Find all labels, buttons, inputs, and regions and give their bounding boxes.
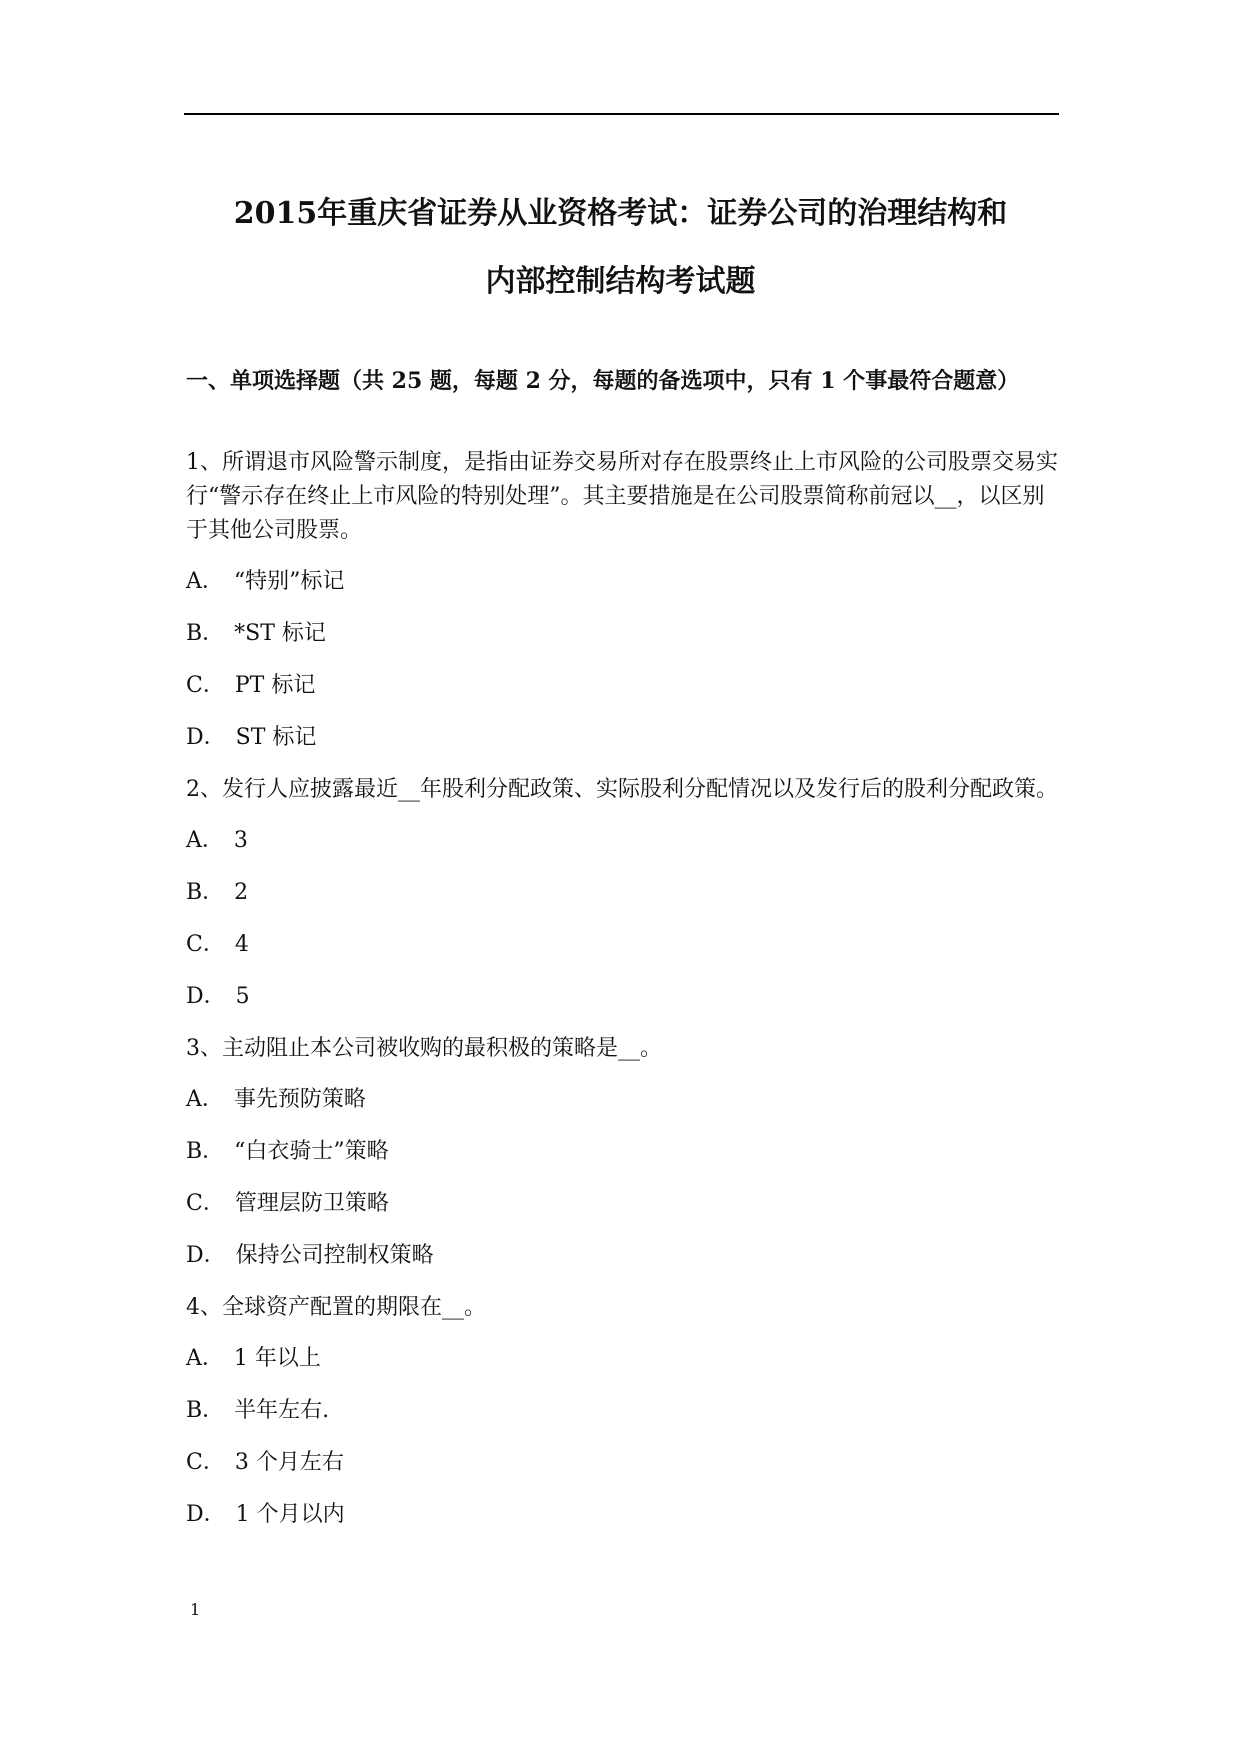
option-text: 事先预防策略 [233, 1087, 366, 1112]
option-letter: B． [186, 1139, 225, 1164]
option-a [186, 565, 1059, 599]
option-letter: A． [186, 828, 224, 853]
option-letter: C． [186, 673, 225, 698]
header-rule [184, 113, 1059, 115]
option-b [186, 1394, 1059, 1428]
option-text: 管理层防卫策略 [234, 1191, 389, 1216]
question-4 [186, 1291, 1059, 1532]
option-a [186, 1342, 1059, 1376]
option-text: 5 [235, 984, 250, 1009]
page-number: 1 [190, 1600, 201, 1619]
option-d [186, 1239, 1059, 1273]
option-letter: B． [186, 1398, 225, 1423]
option-text: ST 标记 [235, 725, 317, 750]
option-b [186, 876, 1059, 910]
option-letter: D． [186, 1243, 226, 1268]
option-text: *ST 标记 [234, 621, 326, 646]
option-a [186, 1083, 1059, 1117]
option-text: 2 [234, 880, 249, 905]
option-text: 保持公司控制权策略 [235, 1243, 434, 1268]
option-letter: A． [186, 1087, 224, 1112]
question-stem: 4、全球资产配置的期限在__。 [186, 1295, 486, 1320]
option-text: “白衣骑士”策略 [234, 1139, 389, 1164]
option-c [186, 928, 1059, 962]
option-text: 1 个月以内 [235, 1502, 345, 1527]
option-c [186, 669, 1059, 703]
option-letter: D． [186, 725, 226, 750]
option-text: “特别”标记 [233, 569, 345, 594]
title-line-2: 内部控制结构考试题 [485, 264, 756, 299]
option-text: 3 [233, 828, 248, 853]
question-2 [186, 773, 1059, 1014]
option-text: 4 [234, 932, 249, 957]
option-letter: C． [186, 1450, 225, 1475]
option-text: 半年左右. [234, 1398, 330, 1423]
option-b [186, 617, 1059, 651]
question-list [186, 446, 1059, 1550]
question-3 [186, 1032, 1059, 1273]
document-title [170, 180, 1071, 316]
option-letter: D． [186, 984, 226, 1009]
option-c [186, 1446, 1059, 1480]
title-line-1: 2015年重庆省证券从业资格考试：证券公司的治理结构和 [233, 196, 1008, 231]
option-c [186, 1187, 1059, 1221]
option-letter: D． [186, 1502, 226, 1527]
option-d [186, 1498, 1059, 1532]
option-letter: B． [186, 621, 225, 646]
option-text: 1 年以上 [233, 1346, 321, 1371]
option-letter: C． [186, 932, 225, 957]
option-letter: B． [186, 880, 225, 905]
option-text: 3 个月左右 [234, 1450, 344, 1475]
question-stem: 2、发行人应披露最近__年股利分配政策、实际股利分配情况以及发行后的股利分配政策。 [186, 777, 1058, 802]
option-a [186, 824, 1059, 858]
section-heading: 一、单项选择题（共 25 题，每题 2 分，每题的备选项中，只有 1 个事最符合题意） [186, 368, 1020, 394]
option-d [186, 980, 1059, 1014]
question-stem: 3、主动阻止本公司被收购的最积极的策略是__。 [186, 1036, 662, 1061]
option-letter: C． [186, 1191, 225, 1216]
option-d [186, 721, 1059, 755]
option-b [186, 1135, 1059, 1169]
option-text: PT 标记 [234, 673, 316, 698]
option-letter: A． [186, 569, 224, 594]
question-stem: 1、所谓退市风险警示制度，是指由证券交易所对存在股票终止上市风险的公司股票交易实行“警示存在终止上市风险的特别处理”。其主要措施是在公司股票简称前冠以__，以区别于其他公司股票。 [186, 450, 1059, 543]
question-1 [186, 446, 1059, 755]
option-letter: A． [186, 1346, 224, 1371]
